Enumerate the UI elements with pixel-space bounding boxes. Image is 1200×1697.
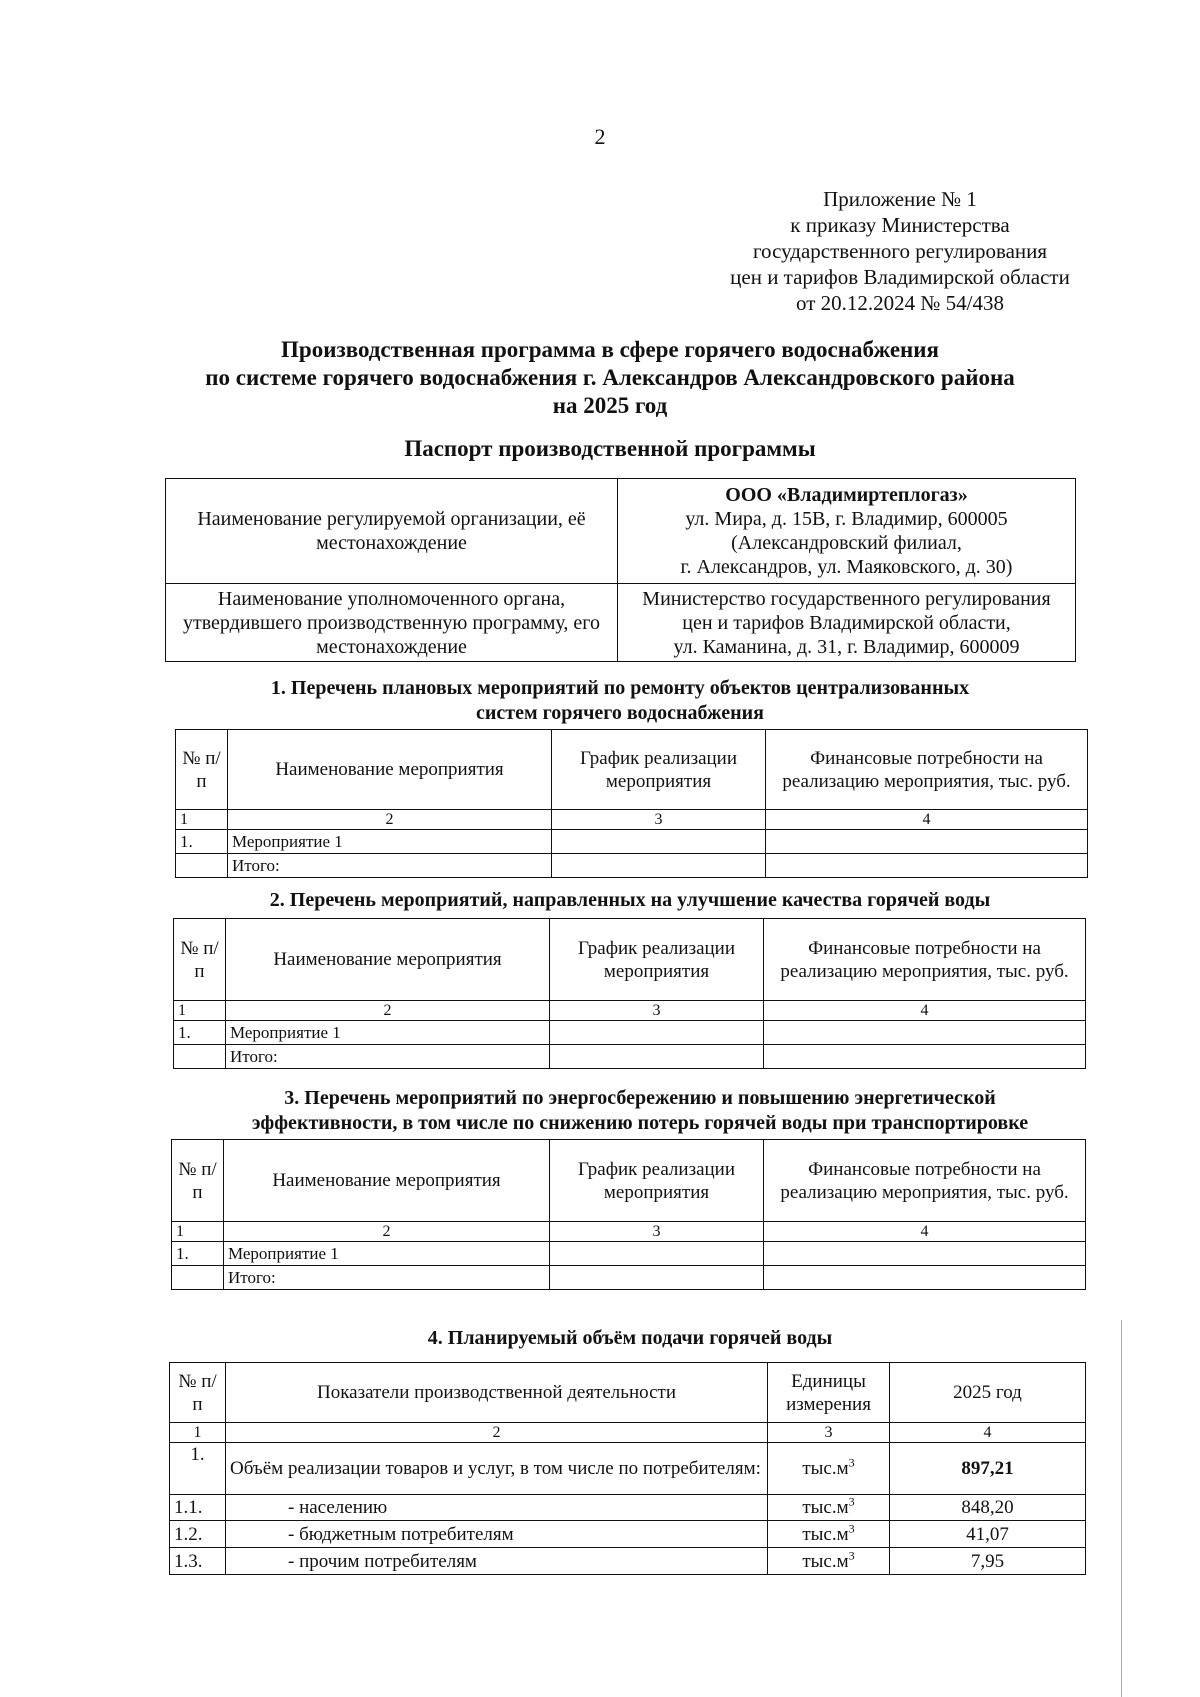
header-num: № п/п: [174, 919, 226, 1001]
org-name: ООО «Владимиртеплогаз»: [725, 484, 968, 506]
passport-authority-label: Наименование уполномоченного органа, утвердившего производственную программу, его местонахождение: [166, 584, 618, 662]
row-schedule: [552, 830, 766, 854]
row-unit: [768, 1495, 890, 1521]
row-unit: [768, 1521, 890, 1548]
row-value: 7,95: [890, 1548, 1086, 1575]
section-1-title: [160, 676, 1080, 726]
header-num: № п/п: [172, 1140, 224, 1222]
section-1-table: [175, 729, 1088, 878]
passport-authority-value: [618, 584, 1076, 662]
total-num: [172, 1266, 224, 1290]
table-row: [170, 1495, 1086, 1521]
row-num: 1.: [172, 1242, 224, 1266]
row-num: 1.: [176, 830, 228, 854]
row-finance: [764, 1242, 1086, 1266]
row-value: 897,21: [890, 1443, 1086, 1495]
col-number-2: 2: [226, 1001, 550, 1021]
section-2-title: 2. Перечень мероприятий, направленных на улучшение качества горячей воды: [269, 889, 991, 911]
document-title: [150, 336, 1070, 420]
table-row: [170, 1443, 1086, 1495]
column-number-row: [170, 1423, 1086, 1443]
unit-text: тыс.м: [802, 1458, 849, 1479]
col-number-1: 1: [172, 1222, 224, 1242]
col-number-2: 2: [226, 1423, 768, 1443]
col-number-4: 4: [764, 1001, 1086, 1021]
row-num: 1.: [174, 1021, 226, 1045]
col-number-1: 1: [174, 1001, 226, 1021]
title-line-3: на 2025 год: [552, 393, 668, 418]
org-address-2: (Александровский филиал,: [731, 532, 962, 554]
header-num: № п/п: [176, 730, 228, 810]
row-schedule: [550, 1021, 764, 1045]
authority-line-1: Министерство государственного регулирования: [642, 587, 1051, 610]
passport-org-label: Наименование регулируемой организации, её местонахождение: [166, 479, 618, 584]
title-line-2: по системе горячего водоснабжения г. Александров Александровского района: [205, 365, 1015, 390]
table-total-row: [172, 1266, 1086, 1290]
total-num: [174, 1045, 226, 1069]
unit-text: тыс.м: [802, 1497, 849, 1518]
row-finance: [766, 830, 1088, 854]
col-number-2: 2: [224, 1222, 550, 1242]
section-3-title-line-2: эффективности, в том числе по снижению потерь горячей воды при транспортировке: [251, 1112, 1029, 1134]
row-unit: [768, 1548, 890, 1575]
table-total-row: [174, 1045, 1086, 1069]
passport-row-authority: [166, 584, 1076, 662]
col-number-3: 3: [550, 1001, 764, 1021]
section-3-title: [160, 1086, 1120, 1136]
row-num: 1.1.: [170, 1495, 226, 1521]
table-row: [176, 830, 1088, 854]
table-header-row: [172, 1140, 1086, 1222]
col-number-3: 3: [552, 810, 766, 830]
header-year: 2025 год: [890, 1363, 1086, 1423]
row-finance: [764, 1021, 1086, 1045]
unit-superscript: 3: [848, 1521, 855, 1536]
col-number-4: 4: [764, 1222, 1086, 1242]
header-name: Наименование мероприятия: [226, 919, 550, 1001]
section-1-title-line-2: систем горячего водоснабжения: [476, 702, 764, 724]
header-unit: Единицы измерения: [768, 1363, 890, 1423]
total-schedule: [550, 1266, 764, 1290]
col-number-4: 4: [890, 1423, 1086, 1443]
table-row: [170, 1521, 1086, 1548]
total-schedule: [552, 854, 766, 878]
column-number-row: [172, 1222, 1086, 1242]
org-address-1: ул. Мира, д. 15В, г. Владимир, 600005: [685, 508, 1008, 530]
total-num: [176, 854, 228, 878]
appendix-header: [700, 186, 1100, 316]
table-row: [174, 1021, 1086, 1045]
appendix-line-2: к приказу Министерства: [790, 213, 1010, 237]
table-header-row: [176, 730, 1088, 810]
column-number-row: [176, 810, 1088, 830]
section-4-title: 4. Планируемый объём подачи горячей воды: [427, 1327, 833, 1349]
passport-row-organization: [166, 479, 1076, 584]
section-2-table: [173, 918, 1086, 1069]
header-indicator: Показатели производственной деятельности: [226, 1363, 768, 1423]
unit-superscript: 3: [848, 1494, 855, 1509]
row-name: Мероприятие 1: [224, 1242, 550, 1266]
header-num: № п/п: [170, 1363, 226, 1423]
header-finance: Финансовые потребности на реализацию мероприятия, тыс. руб.: [764, 919, 1086, 1001]
total-label: Итого:: [224, 1266, 550, 1290]
row-unit: [768, 1443, 890, 1495]
page-number: 2: [594, 124, 606, 149]
total-finance: [766, 854, 1088, 878]
section-4-table: [169, 1362, 1086, 1575]
total-label: Итого:: [228, 854, 552, 878]
header-finance: Финансовые потребности на реализацию мероприятия, тыс. руб.: [766, 730, 1088, 810]
row-indicator: - бюджетным потребителям: [226, 1521, 768, 1548]
total-schedule: [550, 1045, 764, 1069]
scan-edge-line: [1121, 1320, 1122, 1697]
table-row: [172, 1242, 1086, 1266]
appendix-line-4: цен и тарифов Владимирской области: [730, 265, 1070, 289]
passport-heading: Паспорт производственной программы: [404, 436, 816, 461]
total-finance: [764, 1045, 1086, 1069]
section-3-title-line-1: 3. Перечень мероприятий по энергосбережению и повышению энергетической: [284, 1087, 996, 1109]
row-indicator: Объём реализации товаров и услуг, в том числе по потребителям:: [226, 1443, 768, 1495]
row-name: Мероприятие 1: [228, 830, 552, 854]
table-header-row: [170, 1363, 1086, 1423]
org-address-3: г. Александров, ул. Маяковского, д. 30): [680, 556, 1013, 578]
section-1-title-line-1: 1. Перечень плановых мероприятий по ремонту объектов централизованных: [270, 677, 970, 699]
row-num: 1.: [170, 1443, 226, 1495]
unit-text: тыс.м: [802, 1550, 849, 1572]
header-name: Наименование мероприятия: [224, 1140, 550, 1222]
row-indicator: - населению: [226, 1495, 768, 1521]
header-schedule: График реализации мероприятия: [550, 919, 764, 1001]
col-number-4: 4: [766, 810, 1088, 830]
table-row: [170, 1548, 1086, 1575]
header-name: Наименование мероприятия: [228, 730, 552, 810]
row-value: 41,07: [890, 1521, 1086, 1548]
unit-text: тыс.м: [802, 1523, 849, 1545]
column-number-row: [174, 1001, 1086, 1021]
row-num: 1.3.: [170, 1548, 226, 1575]
authority-line-3: ул. Каманина, д. 31, г. Владимир, 600009: [673, 635, 1020, 658]
table-total-row: [176, 854, 1088, 878]
header-schedule: График реализации мероприятия: [550, 1140, 764, 1222]
col-number-1: 1: [176, 810, 228, 830]
section-3-table: [171, 1139, 1086, 1290]
col-number-1: 1: [170, 1423, 226, 1443]
appendix-line-3: государственного регулирования: [752, 239, 1048, 263]
row-name: Мероприятие 1: [226, 1021, 550, 1045]
total-finance: [764, 1266, 1086, 1290]
unit-superscript: 3: [848, 1455, 855, 1470]
col-number-3: 3: [550, 1222, 764, 1242]
row-value: 848,20: [890, 1495, 1086, 1521]
row-indicator: - прочим потребителям: [226, 1548, 768, 1575]
row-schedule: [550, 1242, 764, 1266]
authority-line-2: цен и тарифов Владимирской области,: [682, 611, 1011, 634]
appendix-line-5: от 20.12.2024 № 54/438: [795, 291, 1005, 315]
col-number-2: 2: [228, 810, 552, 830]
col-number-3: 3: [768, 1423, 890, 1443]
passport-org-value: [618, 479, 1076, 584]
total-label: Итого:: [226, 1045, 550, 1069]
passport-table: [165, 478, 1076, 662]
table-header-row: [174, 919, 1086, 1001]
row-num: 1.2.: [170, 1521, 226, 1548]
unit-superscript: 3: [848, 1548, 855, 1563]
appendix-line-1: Приложение № 1: [823, 187, 977, 211]
title-line-1: Производственная программа в сфере горячего водоснабжения: [281, 337, 939, 362]
header-schedule: График реализации мероприятия: [552, 730, 766, 810]
header-finance: Финансовые потребности на реализацию мероприятия, тыс. руб.: [764, 1140, 1086, 1222]
